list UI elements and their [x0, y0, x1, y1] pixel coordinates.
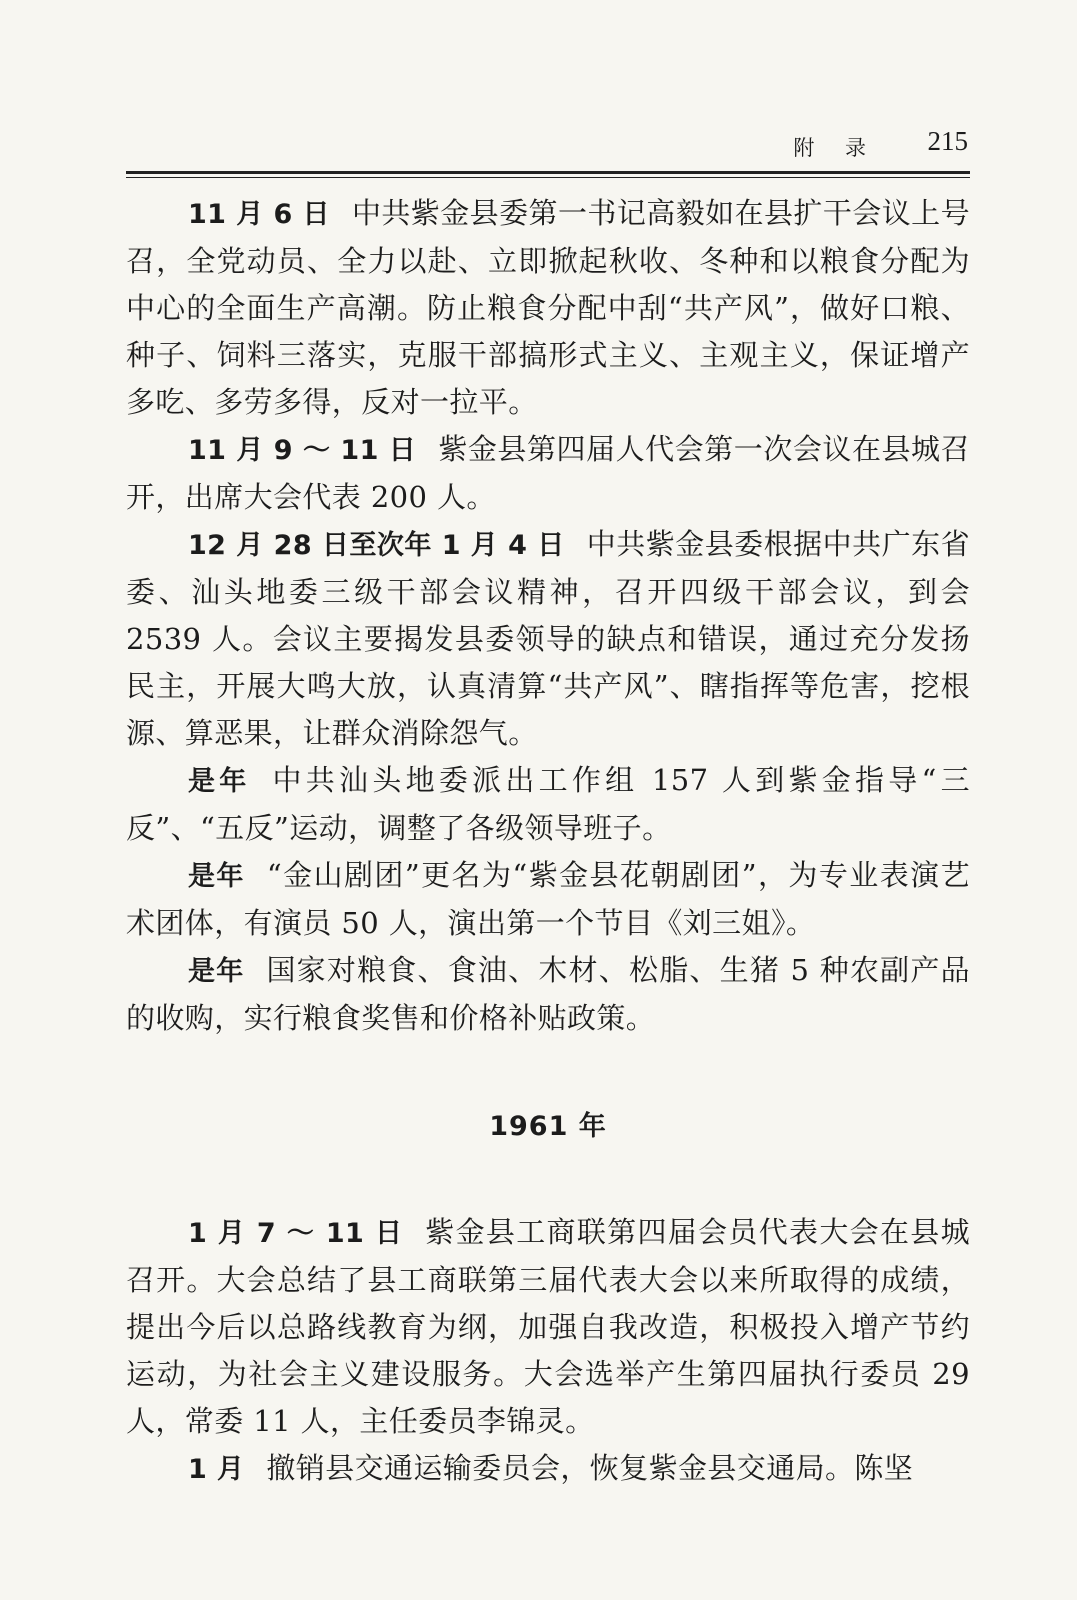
- entry-paragraph: [126, 852, 970, 947]
- entry-date: 是年: [188, 956, 245, 987]
- section-title: 附 录: [793, 136, 878, 160]
- header-rule-thin: [126, 177, 970, 178]
- entry-date: 12 月 28 日至次年 1 月 4 日: [188, 530, 565, 561]
- entry-text: 国家对粮食、食油、木材、松脂、生猪 5 种农副产品的收购，实行粮食奖售和价格补贴政策。: [126, 953, 970, 1035]
- running-header: [126, 128, 968, 158]
- entry-paragraph: [126, 426, 970, 521]
- year-heading: 1961 年: [489, 1111, 607, 1142]
- entry-date: 11 月 6 日: [188, 199, 330, 230]
- entry-paragraph: [126, 947, 970, 1042]
- entry-date: 1 月: [188, 1454, 245, 1485]
- entry-date: 是年: [188, 766, 251, 797]
- entry-text: 紫金县第四届人代会第一次会议在县城召开，出席大会代表 200 人。: [126, 432, 970, 514]
- entry-text: 紫金县工商联第四届会员代表大会在县城召开。大会总结了县工商联第三届代表大会以来所取得的成绩，提出今后以总路线教育为纲，加强自我改造，积极投入增产节约运动，为社会主义建设服务。大会选举产生第四届执行委员 29 人，常委 11 人，主任委员李锦灵。: [126, 1215, 971, 1438]
- entry-paragraph: [126, 190, 970, 426]
- entry-paragraph: [126, 757, 970, 852]
- entry-text: 中共紫金县委第一书记高毅如在县扩干会议上号召，全党动员、全力以赴、立即掀起秋收、冬种和以粮食分配为中心的全面生产高潮。防止粮食分配中刮“共产风”，做好口粮、种子、饲料三落实，克服干部搞形式主义、主观主义，保证增产多吃、多劳多得，反对一拉平。: [126, 196, 971, 419]
- page-number: 215: [927, 126, 968, 156]
- entry-date: 是年: [188, 861, 245, 892]
- entry-text: 中共紫金县委根据中共广东省委、汕头地委三级干部会议精神，召开四级干部会议，到会 2539 人。会议主要揭发县委领导的缺点和错误，通过充分发扬民主，开展大鸣大放，认真清算“共产风”、瞎指挥等危害，挖根源、算恶果，让群众消除怨气。: [126, 527, 970, 750]
- entry-paragraph: [126, 1445, 970, 1493]
- header-rule-thick: [126, 171, 970, 174]
- entry-text: 中共汕头地委派出工作组 157 人到紫金指导“三反”、“五反”运动，调整了各级领导班子。: [126, 763, 970, 845]
- entry-text: 撤销县交通运输委员会，恢复紫金县交通局。陈坚: [266, 1451, 914, 1485]
- entry-paragraph: [126, 521, 970, 757]
- entry-date: 11 月 9 ～ 11 日: [188, 435, 417, 466]
- entry-text: “金山剧团”更名为“紫金县花朝剧团”，为专业表演艺术团体，有演员 50 人，演出第一个节目《刘三姐》。: [126, 858, 970, 940]
- main-text: [126, 190, 970, 1493]
- entry-paragraph: [126, 1209, 970, 1445]
- entry-date: 1 月 7 ～ 11 日: [188, 1218, 404, 1249]
